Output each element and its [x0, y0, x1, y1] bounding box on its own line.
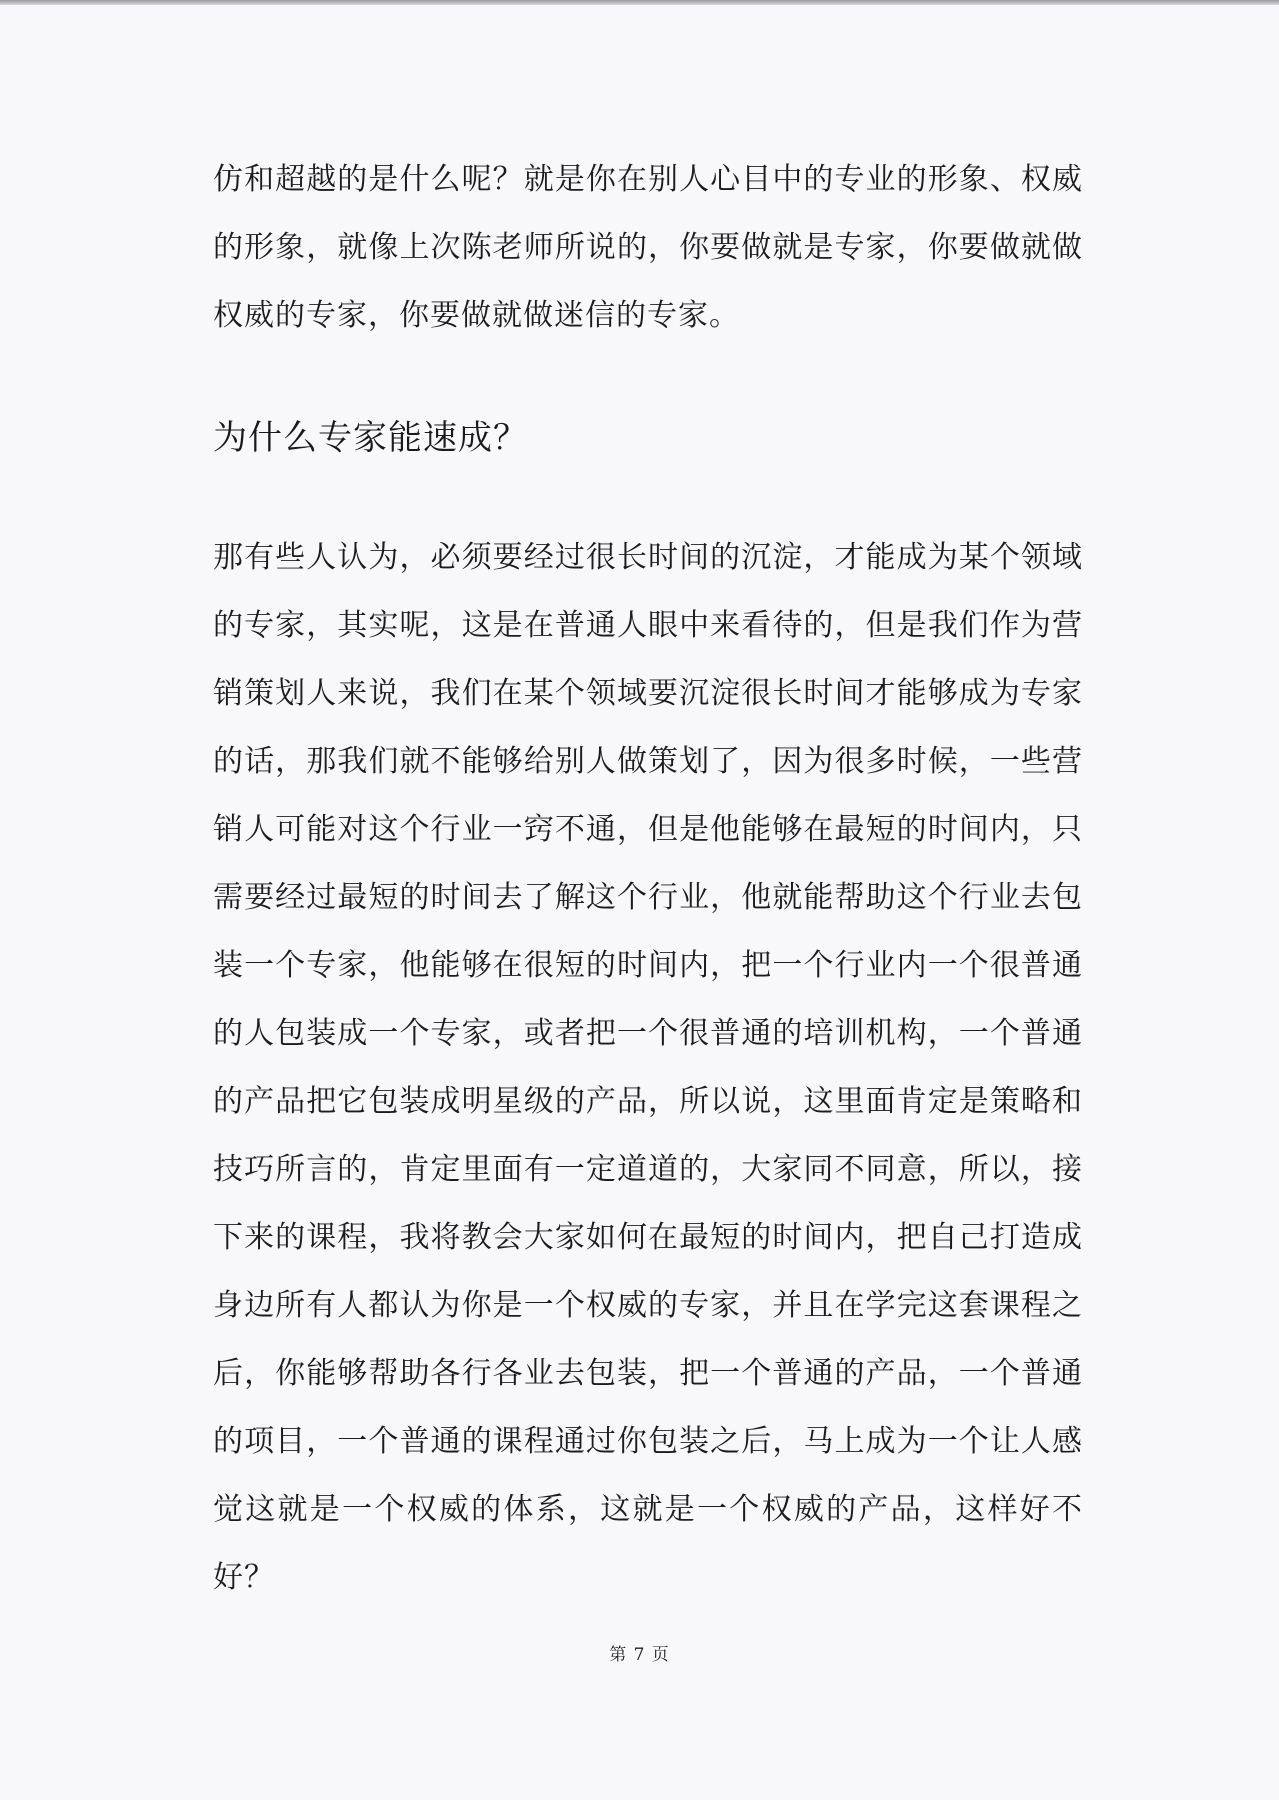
- scan-top-edge: [0, 0, 1279, 5]
- section-heading: 为什么专家能速成？: [213, 418, 528, 458]
- page-number: 第 7 页: [609, 1645, 670, 1665]
- paragraph-continued: 仿和超越的是什么呢？就是你在别人心目中的专业的形象、权威的形象，就像上次陈老师所说的，你要做就是专家，你要做就做权威的专家，你要做就做迷信的专家。: [213, 162, 1083, 333]
- paragraph-body: 那有些人认为，必须要经过很长时间的沉淀，才能成为某个领域的专家，其实呢，这是在普通人眼中来看待的，但是我们作为营销策划人来说，我们在某个领域要沉淀很长时间才能够成为专家的话，那我们就不能够给别人做策划了，因为很多时候，一些营销人可能对这个行业一窍不通，但是他能够在最短的时间内，只需要经过最短的时间去了解这个行业，他就能帮助这个行业去包装一个专家，他能够在很短的时间内，把一个行业内一个很普通的人包装成一个专家，或者把一个很普通的培训机构，一个普通的产品把它包装成明星级的产品，所以说，这里面肯定是策略和技巧所言的，肯定里面有一定道道的，大家同不同意，所以，接下来的课程，我将教会大家如何在最短的时间内，把自己打造成身边所有人都认为你是一个权威的专家，并且在学完这套课程之后，你能够帮助各行各业去包装，把一个普通的产品，一个普通的项目，一个普通的课程通过你包装之后，马上成为一个让人感觉这就是一个权威的体系，这就是一个权威的产品，这样好不好？: [213, 540, 1083, 1595]
- text-column: [213, 146, 1083, 1612]
